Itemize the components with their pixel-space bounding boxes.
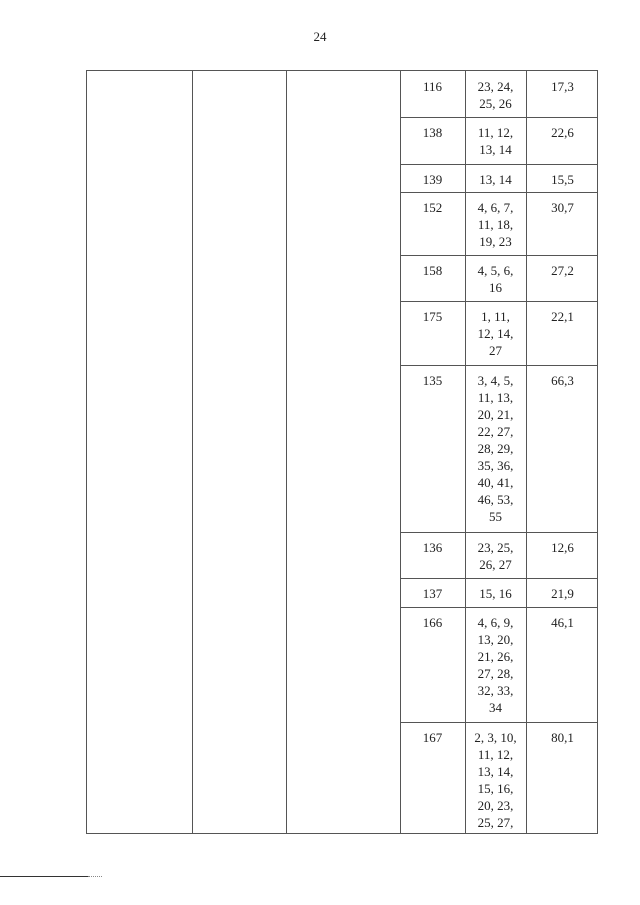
row-id: 138	[422, 125, 443, 140]
row-value: 46,1	[551, 615, 574, 630]
row-list: 15, 16	[479, 586, 512, 601]
row-id: 136	[422, 540, 443, 555]
row-value: 66,3	[551, 373, 574, 388]
row-divider	[400, 192, 597, 193]
row-id: 135	[422, 373, 443, 388]
row-list: 23, 25, 26, 27	[477, 540, 514, 572]
row-value: 12,6	[551, 540, 574, 555]
row-list: 1, 11, 12, 14, 27	[477, 309, 514, 358]
row-id: 166	[422, 615, 443, 630]
row-divider	[400, 365, 597, 366]
column-divider	[192, 71, 193, 833]
row-list: 3, 4, 5, 11, 13, 20, 21, 22, 27, 28, 29, 35, 36, 40, 41, 46, 53, 55	[477, 373, 514, 524]
row-divider	[400, 255, 597, 256]
row-value: 15,5	[551, 172, 574, 187]
row-value: 21,9	[551, 586, 574, 601]
row-id: 175	[422, 309, 443, 324]
page-number: 24	[313, 29, 327, 44]
row-list: 23, 24, 25, 26	[477, 79, 514, 111]
row-divider	[400, 578, 597, 579]
row-list: 4, 6, 7, 11, 18, 19, 23	[477, 200, 514, 249]
row-id: 139	[422, 172, 443, 187]
row-divider	[400, 607, 597, 608]
row-divider	[400, 722, 597, 723]
row-id: 167	[422, 730, 443, 745]
row-list: 2, 3, 10, 11, 12, 13, 14, 15, 16, 20, 23, 25, 27,	[474, 730, 517, 830]
row-id: 116	[422, 79, 443, 94]
row-value: 80,1	[551, 730, 574, 745]
row-list: 13, 14	[479, 172, 512, 187]
row-list: 4, 6, 9, 13, 20, 21, 26, 27, 28, 32, 33, 34	[477, 615, 514, 715]
row-value: 22,1	[551, 309, 574, 324]
row-list: 4, 5, 6, 16	[477, 263, 514, 295]
row-value: 30,7	[551, 200, 574, 215]
row-value: 22,6	[551, 125, 574, 140]
row-value: 27,2	[551, 263, 574, 278]
data-table	[86, 70, 598, 834]
row-id: 137	[422, 586, 443, 601]
row-divider	[400, 164, 597, 165]
footnote-separator-dots	[88, 876, 102, 877]
row-divider	[400, 117, 597, 118]
footnote-separator	[0, 876, 88, 877]
column-divider	[286, 71, 287, 833]
row-value: 17,3	[551, 79, 574, 94]
row-list: 11, 12, 13, 14	[477, 125, 514, 157]
row-divider	[400, 301, 597, 302]
row-divider	[400, 532, 597, 533]
row-id: 152	[422, 200, 443, 215]
row-id: 158	[422, 263, 443, 278]
